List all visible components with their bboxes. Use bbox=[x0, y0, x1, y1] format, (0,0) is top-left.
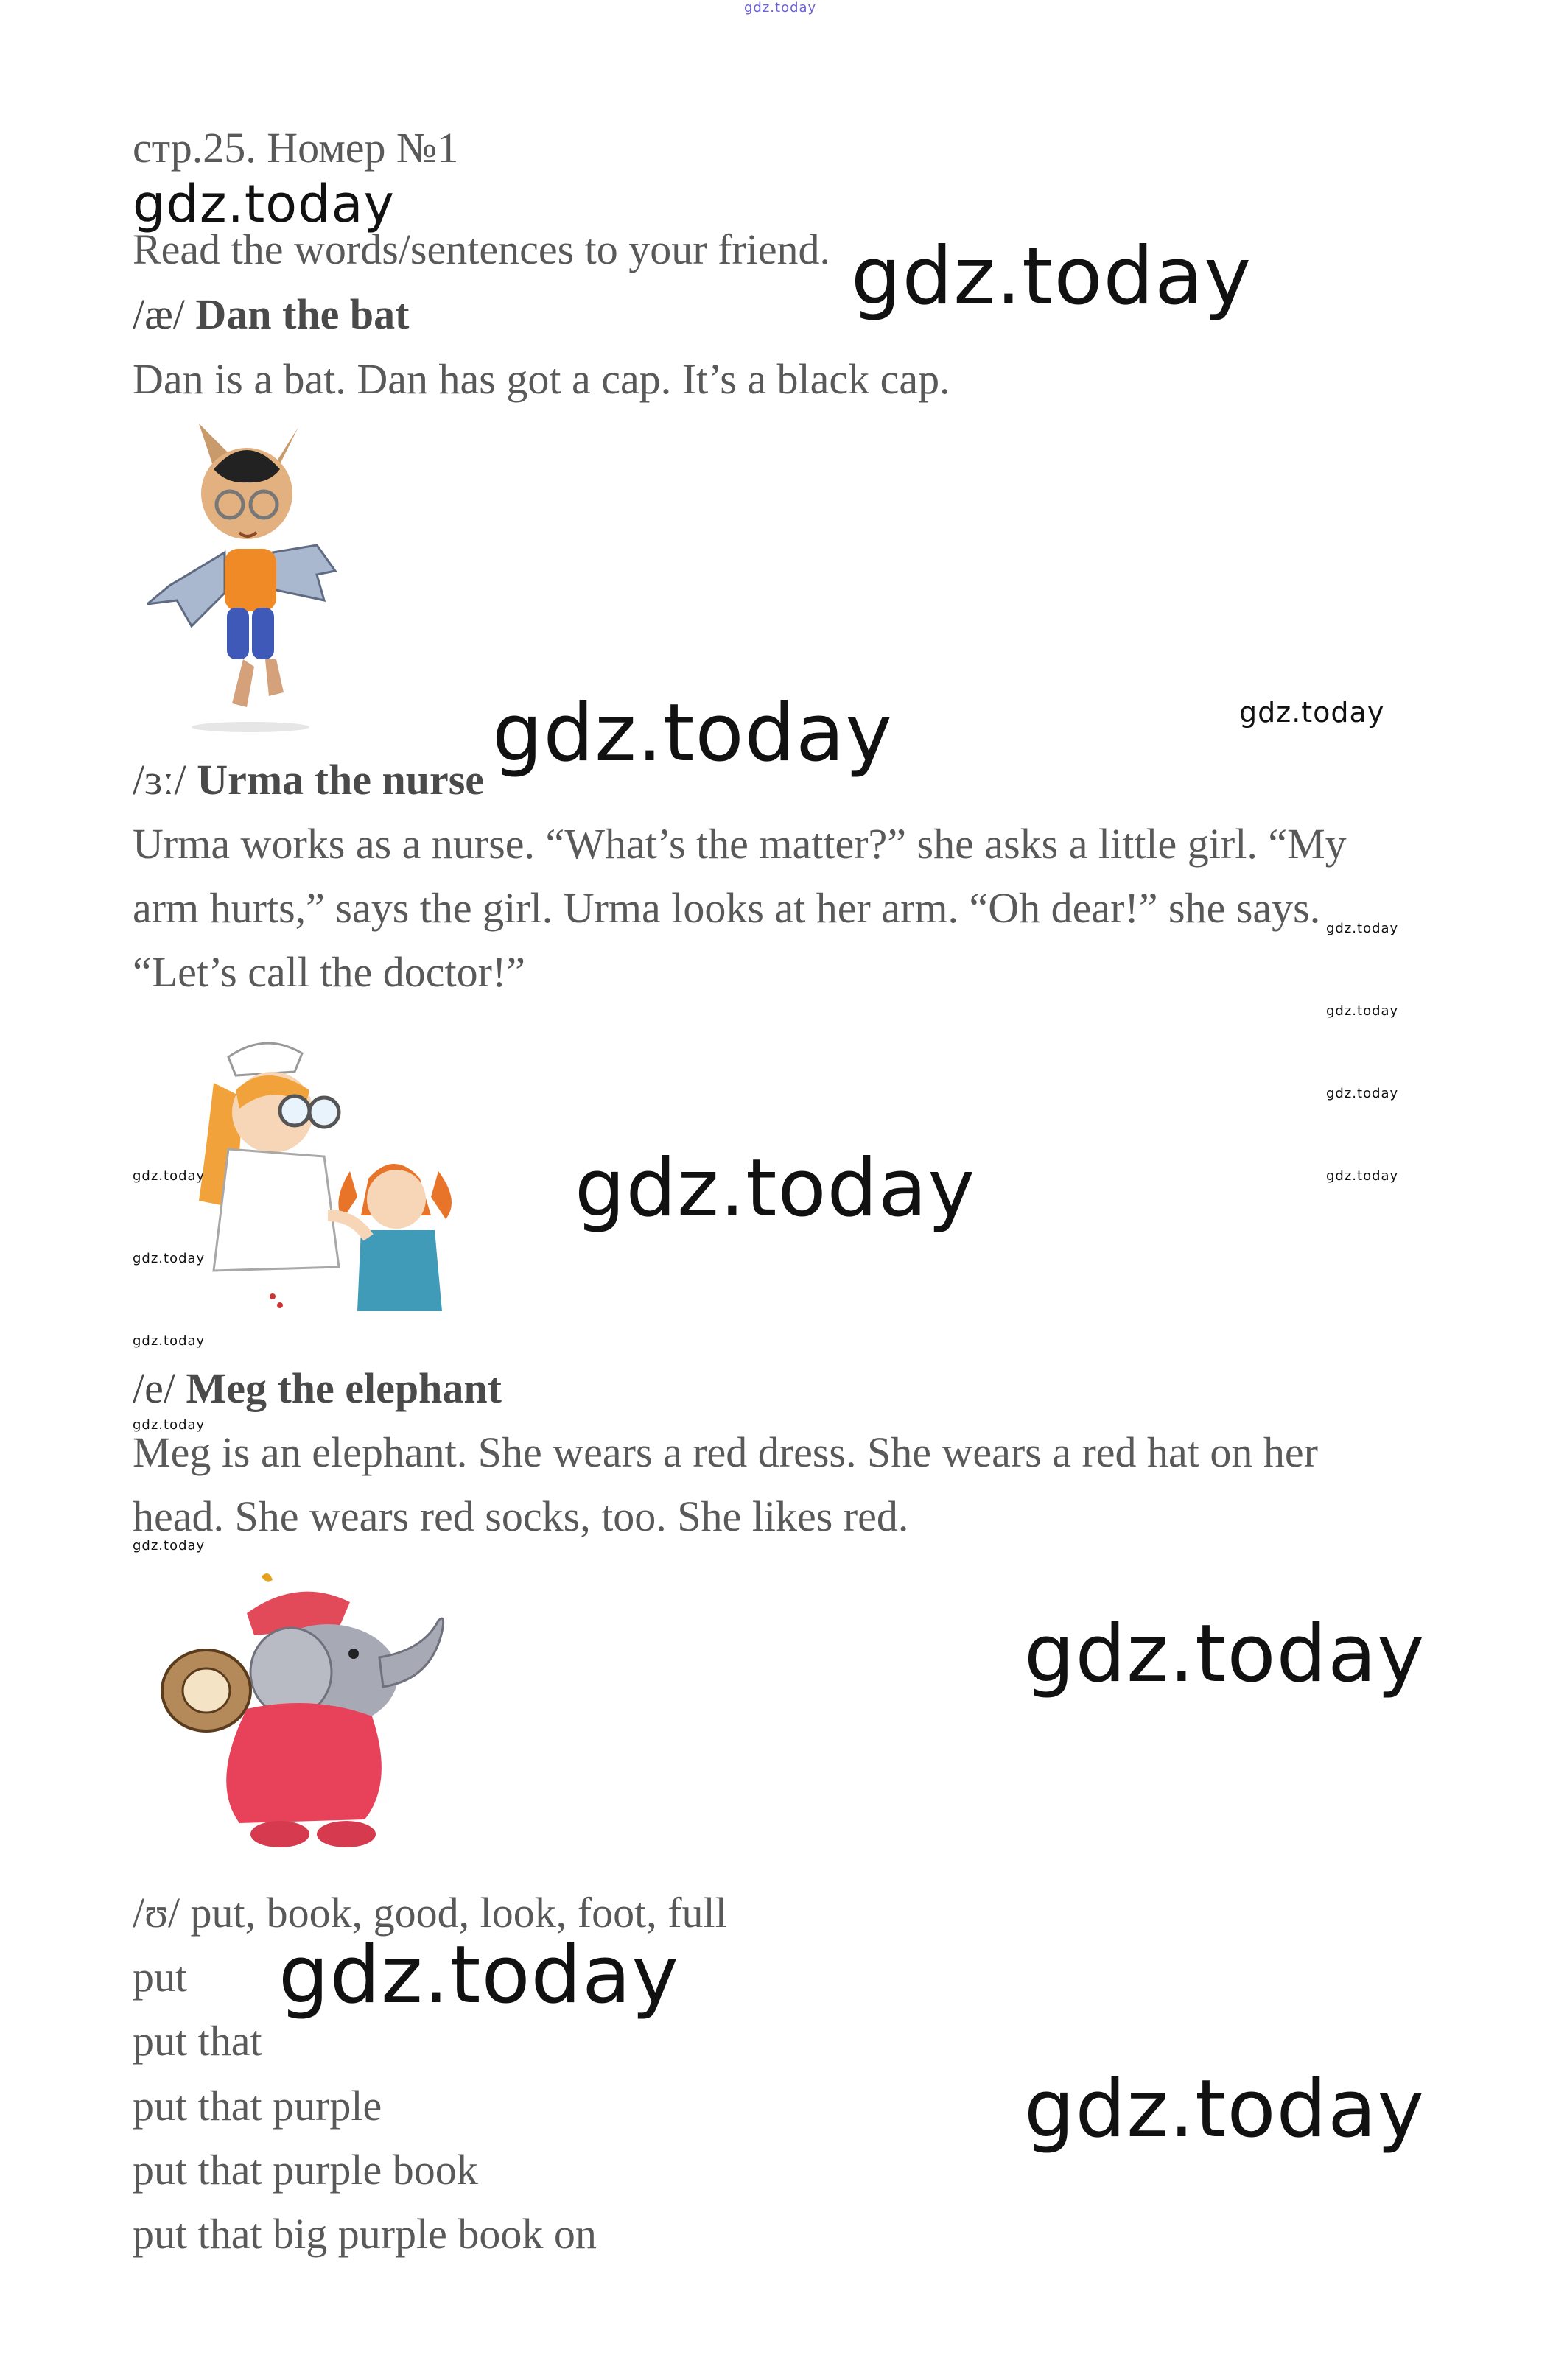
nurse-and-girl-illustration bbox=[184, 1031, 471, 1319]
section-text-line: “Let’s call the doctor!” bbox=[133, 948, 526, 996]
watermark: gdz.today bbox=[1326, 1086, 1399, 1101]
phonetic-symbol: /ɜː/ bbox=[133, 756, 186, 804]
section-title: Dan the bat bbox=[195, 290, 410, 338]
section-text-line: Meg is an elephant. She wears a red dress. She wears a red hat on her bbox=[133, 1428, 1318, 1476]
watermark: gdz.today bbox=[851, 231, 1252, 323]
watermark: gdz.today bbox=[1326, 1168, 1399, 1184]
watermark: gdz.today bbox=[1024, 1608, 1426, 1700]
page-title: стр.25. Номер №1 bbox=[133, 124, 459, 172]
watermark: gdz.today bbox=[133, 174, 395, 234]
phonetic-symbol: /e/ bbox=[133, 1364, 175, 1412]
watermark: gdz.today bbox=[133, 1333, 206, 1349]
watermark: gdz.today bbox=[1326, 921, 1399, 936]
instruction-text: Read the words/sentences to your friend. bbox=[133, 225, 831, 273]
section-heading bbox=[133, 1364, 502, 1412]
section-title: Meg the elephant bbox=[186, 1364, 502, 1412]
section-text-line: arm hurts,” says the girl. Urma looks at her arm. “Oh dear!” she says. bbox=[133, 884, 1321, 932]
practice-line: put bbox=[133, 1953, 188, 2001]
practice-header: /ʊ/ put, book, good, look, foot, full bbox=[133, 1889, 727, 1937]
section-title: Urma the nurse bbox=[197, 756, 485, 804]
practice-line: put that bbox=[133, 2017, 262, 2065]
watermark: gdz.today bbox=[1024, 2063, 1426, 2155]
watermark: gdz.today bbox=[133, 1168, 206, 1184]
bat-character-illustration bbox=[147, 424, 343, 733]
section-text-line: Urma works as a nurse. “What’s the matter?” she asks a little girl. “My bbox=[133, 820, 1347, 868]
watermark: gdz.today bbox=[133, 1417, 206, 1433]
section-heading bbox=[133, 290, 410, 338]
watermark: gdz.today bbox=[492, 687, 894, 779]
section-heading bbox=[133, 756, 485, 804]
practice-line: put that big purple book on bbox=[133, 2210, 597, 2258]
elephant-in-red-illustration bbox=[151, 1569, 468, 1856]
practice-line: put that purple bbox=[133, 2082, 382, 2130]
practice-line: put that purple book bbox=[133, 2146, 478, 2194]
phonetic-symbol: /æ/ bbox=[133, 290, 185, 338]
watermark: gdz.today bbox=[133, 1251, 206, 1266]
section-text-line: head. She wears red socks, too. She likes red. bbox=[133, 1492, 909, 1540]
watermark: gdz.today bbox=[575, 1142, 976, 1235]
watermark: gdz.today bbox=[278, 1929, 680, 2021]
top-watermark: gdz.today bbox=[744, 0, 817, 15]
watermark: gdz.today bbox=[133, 1538, 206, 1554]
watermark: gdz.today bbox=[1326, 1003, 1399, 1019]
watermark: gdz.today bbox=[1239, 696, 1385, 729]
section-text-line: Dan is a bat. Dan has got a cap. It’s a black cap. bbox=[133, 355, 950, 403]
